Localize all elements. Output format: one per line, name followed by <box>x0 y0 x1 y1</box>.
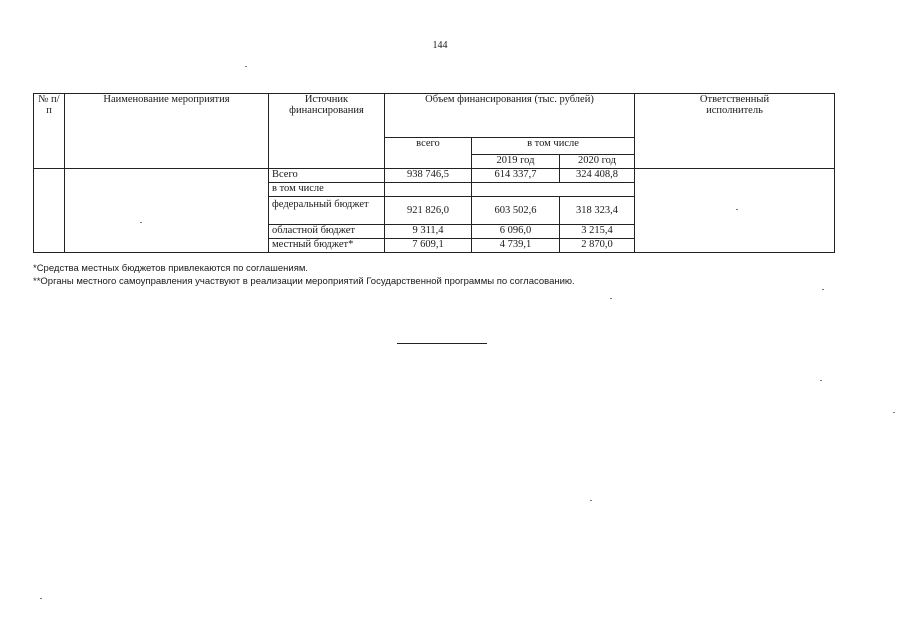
cell-2019: 4 739,1 <box>472 239 560 253</box>
table-row <box>34 169 835 183</box>
cell-years <box>472 183 635 197</box>
header-year-2019: 2019 год <box>472 155 560 169</box>
footnote-local-government: **Органы местного самоуправления участвуют в реализации мероприятий Государственной программы по согласованию. <box>33 276 575 287</box>
scan-speck <box>610 298 612 299</box>
footnotes <box>33 262 575 288</box>
cell-2019: 6 096,0 <box>472 225 560 239</box>
scan-speck <box>820 380 822 381</box>
financing-table <box>33 93 835 253</box>
scan-speck <box>40 598 42 599</box>
scan-speck <box>736 209 738 210</box>
cell-2020: 318 323,4 <box>560 197 635 225</box>
scan-speck <box>245 66 247 67</box>
header-including: в том числе <box>472 138 635 155</box>
header-source: Источник финансирования <box>269 94 385 169</box>
financing-table-container <box>33 93 835 253</box>
scan-speck <box>893 412 895 413</box>
cell-2019: 603 502,6 <box>472 197 560 225</box>
header-executor: Ответственный исполнитель <box>635 94 835 169</box>
header-total: всего <box>385 138 472 169</box>
scan-speck <box>590 500 592 501</box>
cell-total: 938 746,5 <box>385 169 472 183</box>
cell-executor <box>635 169 835 253</box>
header-activity: Наименование мероприятия <box>65 94 269 169</box>
cell-source: федеральный бюджет <box>269 197 385 225</box>
cell-source: в том числе <box>269 183 385 197</box>
page-number: 144 <box>432 40 448 51</box>
cell-total: 921 826,0 <box>385 197 472 225</box>
header-volume: Объем финансирования (тыс. рублей) <box>385 94 635 138</box>
cell-2019: 614 337,7 <box>472 169 560 183</box>
scan-speck <box>140 222 142 223</box>
cell-2020: 3 215,4 <box>560 225 635 239</box>
header-number: № п/п <box>34 94 65 169</box>
cell-source: Всего <box>269 169 385 183</box>
cell-total <box>385 183 472 197</box>
scan-speck <box>822 289 824 290</box>
cell-activity <box>65 169 269 253</box>
cell-total: 7 609,1 <box>385 239 472 253</box>
end-divider <box>397 343 487 344</box>
header-year-2020: 2020 год <box>560 155 635 169</box>
cell-2020: 324 408,8 <box>560 169 635 183</box>
cell-source: областной бюджет <box>269 225 385 239</box>
cell-number <box>34 169 65 253</box>
footnote-local-budgets: *Средства местных бюджетов привлекаются по соглашениям. <box>33 263 309 274</box>
cell-2020: 2 870,0 <box>560 239 635 253</box>
cell-source: местный бюджет* <box>269 239 385 253</box>
cell-total: 9 311,4 <box>385 225 472 239</box>
